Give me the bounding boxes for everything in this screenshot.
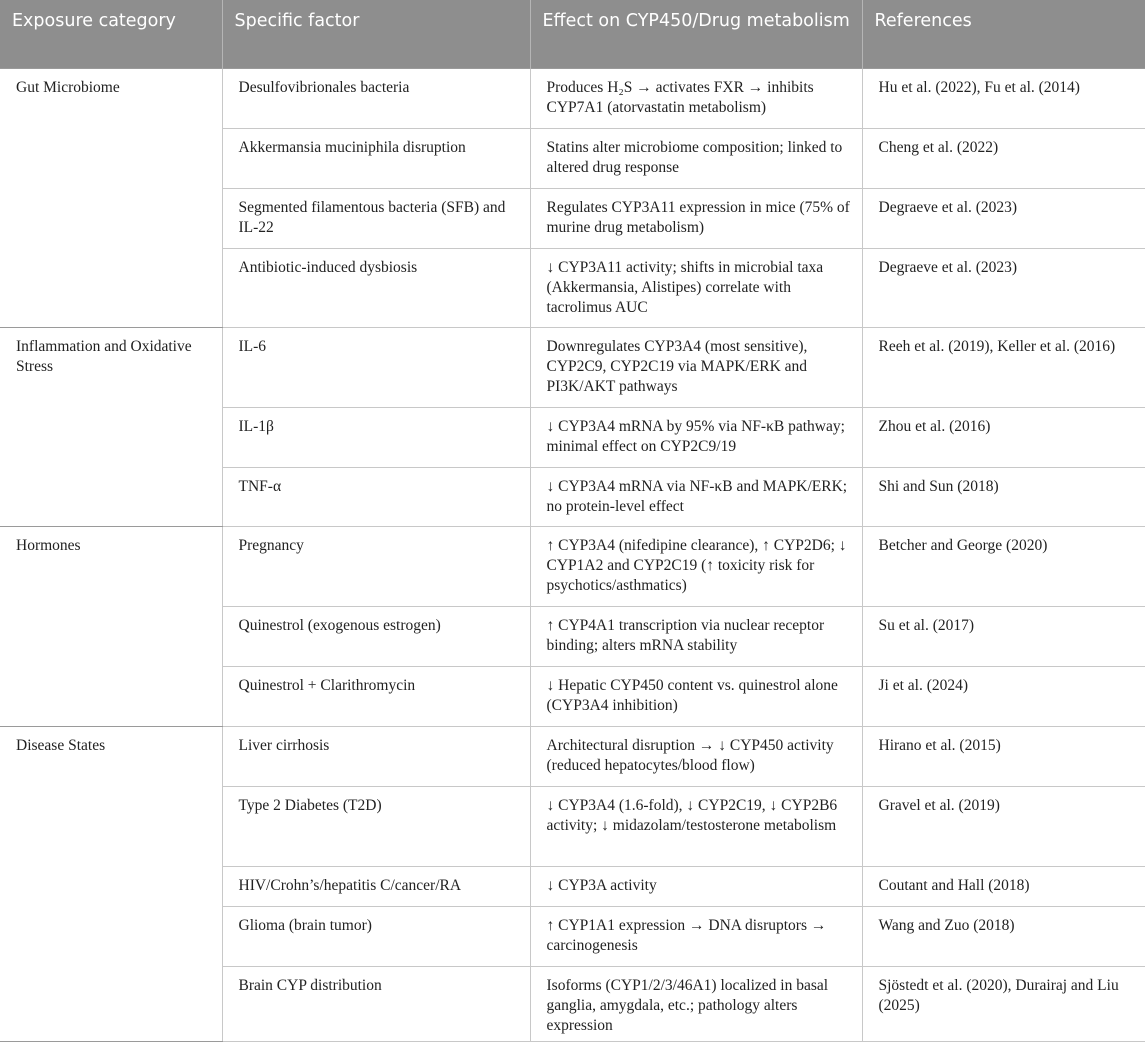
- exposure-category-cell: Hormones: [0, 527, 222, 727]
- header-specific-factor: Specific factor: [222, 0, 530, 69]
- effect-cell: Produces H₂S → activates FXR → inhibits CYP7A1 (atorvastatin metabolism): [530, 69, 862, 129]
- references-cell: Sjöstedt et al. (2020), Durairaj and Liu (2025): [862, 967, 1145, 1042]
- table-row: [0, 69, 1145, 129]
- effect-cell: ↓ CYP3A4 mRNA via NF-κB and MAPK/ERK; no protein-level effect: [530, 468, 862, 527]
- specific-factor-cell: IL-1β: [222, 408, 530, 468]
- effect-cell: ↑ CYP4A1 transcription via nuclear receptor binding; alters mRNA stability: [530, 607, 862, 667]
- header-references: References: [862, 0, 1145, 69]
- references-cell: Ji et al. (2024): [862, 667, 1145, 727]
- effect-cell: ↓ Hepatic CYP450 content vs. quinestrol alone (CYP3A4 inhibition): [530, 667, 862, 727]
- specific-factor-cell: IL-6: [222, 328, 530, 408]
- specific-factor-cell: Antibiotic-induced dysbiosis: [222, 249, 530, 328]
- effect-cell: Downregulates CYP3A4 (most sensitive), CYP2C9, CYP2C19 via MAPK/ERK and PI3K/AKT pathways: [530, 328, 862, 408]
- effect-cell: Isoforms (CYP1/2/3/46A1) localized in basal ganglia, amygdala, etc.; pathology alters expression: [530, 967, 862, 1042]
- specific-factor-cell: Akkermansia muciniphila disruption: [222, 129, 530, 189]
- references-cell: Zhou et al. (2016): [862, 408, 1145, 468]
- exposure-category-cell: Disease States: [0, 727, 222, 1042]
- header-row: [0, 0, 1145, 69]
- effect-cell: ↓ CYP3A4 (1.6-fold), ↓ CYP2C19, ↓ CYP2B6 activity; ↓ midazolam/testosterone metabolism: [530, 787, 862, 867]
- references-cell: Hirano et al. (2015): [862, 727, 1145, 787]
- specific-factor-cell: Pregnancy: [222, 527, 530, 607]
- references-cell: Cheng et al. (2022): [862, 129, 1145, 189]
- effect-cell: Architectural disruption → ↓ CYP450 activity (reduced hepatocytes/blood flow): [530, 727, 862, 787]
- table-row: [0, 328, 1145, 408]
- references-cell: Su et al. (2017): [862, 607, 1145, 667]
- references-cell: Wang and Zuo (2018): [862, 907, 1145, 967]
- effect-cell: ↓ CYP3A11 activity; shifts in microbial taxa (Akkermansia, Alistipes) correlate with tacrolimus AUC: [530, 249, 862, 328]
- effect-cell: ↑ CYP1A1 expression → DNA disruptors → carcinogenesis: [530, 907, 862, 967]
- effect-cell: ↓ CYP3A4 mRNA by 95% via NF-κB pathway; minimal effect on CYP2C9/19: [530, 408, 862, 468]
- references-cell: Gravel et al. (2019): [862, 787, 1145, 867]
- specific-factor-cell: TNF-α: [222, 468, 530, 527]
- table-row: [0, 527, 1145, 607]
- specific-factor-cell: Quinestrol + Clarithromycin: [222, 667, 530, 727]
- specific-factor-cell: Liver cirrhosis: [222, 727, 530, 787]
- references-cell: Coutant and Hall (2018): [862, 867, 1145, 907]
- specific-factor-cell: Brain CYP distribution: [222, 967, 530, 1042]
- references-cell: Betcher and George (2020): [862, 527, 1145, 607]
- specific-factor-cell: Type 2 Diabetes (T2D): [222, 787, 530, 867]
- exposure-category-cell: Gut Microbiome: [0, 69, 222, 328]
- effect-cell: ↓ CYP3A activity: [530, 867, 862, 907]
- exposure-category-cell: Inflammation and Oxidative Stress: [0, 328, 222, 527]
- specific-factor-cell: HIV/Crohn’s/hepatitis C/cancer/RA: [222, 867, 530, 907]
- header-exposure-category: Exposure category: [0, 0, 222, 69]
- specific-factor-cell: Desulfovibrionales bacteria: [222, 69, 530, 129]
- specific-factor-cell: Glioma (brain tumor): [222, 907, 530, 967]
- specific-factor-cell: Segmented filamentous bacteria (SFB) and IL-22: [222, 189, 530, 249]
- references-cell: Shi and Sun (2018): [862, 468, 1145, 527]
- effect-cell: Statins alter microbiome composition; linked to altered drug response: [530, 129, 862, 189]
- references-cell: Degraeve et al. (2023): [862, 249, 1145, 328]
- references-cell: Hu et al. (2022), Fu et al. (2014): [862, 69, 1145, 129]
- effect-cell: Regulates CYP3A11 expression in mice (75% of murine drug metabolism): [530, 189, 862, 249]
- references-cell: Degraeve et al. (2023): [862, 189, 1145, 249]
- specific-factor-cell: Quinestrol (exogenous estrogen): [222, 607, 530, 667]
- effect-cell: ↑ CYP3A4 (nifedipine clearance), ↑ CYP2D6; ↓ CYP1A2 and CYP2C19 (↑ toxicity risk for psychotics/asthmatics): [530, 527, 862, 607]
- table-row: [0, 727, 1145, 787]
- references-cell: Reeh et al. (2019), Keller et al. (2016): [862, 328, 1145, 408]
- header-effect: Effect on CYP450/Drug metabolism: [530, 0, 862, 69]
